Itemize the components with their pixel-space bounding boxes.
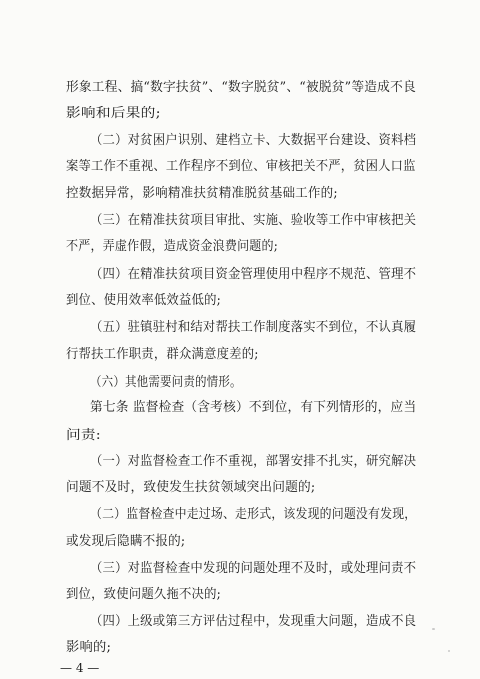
text-line: 第七条 监督检查（含考核）不到位，有下列情形的，应当	[90, 400, 417, 415]
text-line: 到位，致使问题久拖不决的;	[66, 587, 221, 602]
text-line: 问责:	[66, 428, 101, 443]
text-line: （三）对监督检查中发现的问题处理不及时，或处理问责不	[90, 561, 417, 576]
text-line: 形象工程、搞“数字扶贫”、“数字脱贫”、“被脱贫”等造成不良	[66, 80, 416, 95]
text-line: （二）对贫困户识别、建档立卡、大数据平台建设、资料档	[90, 133, 417, 148]
text-line: 或发现后隐瞒不报的;	[66, 534, 186, 549]
text-line: 控数据异常，影响精准扶贫精准脱贫基础工作的;	[66, 186, 338, 201]
text-line: （五）驻镇驻村和结对帮扶工作制度落实不到位，不认真履	[90, 320, 417, 335]
text-line: 到位、使用效率低效益低的;	[66, 293, 221, 308]
scan-speck	[448, 650, 450, 652]
text-line: （四）上级或第三方评估过程中，发现重大问题，造成不良	[90, 614, 417, 629]
text-line: 问题不及时，致使发生扶贫领域突出问题的;	[66, 480, 316, 495]
text-line: （四）在精准扶贫项目资金管理使用中程序不规范、管理不	[90, 267, 417, 282]
text-line: （一）对监督检查工作不重视，部署安排不扎实，研究解决	[90, 454, 417, 469]
text-line: 案等工作不重视、工作程序不到位、审核把关不严，贫困人口监	[66, 159, 416, 174]
text-line: （六）其他需要问责的情形。	[90, 375, 242, 390]
text-line: 影响的;	[66, 640, 112, 655]
page-number: — 4 —	[60, 661, 100, 675]
text-line: （二）监督检查中走过场、走形式，该发现的问题没有发现，	[90, 507, 417, 522]
text-line: 影响和后果的;	[66, 106, 161, 121]
scan-speck	[432, 628, 435, 630]
text-line: 不严，弄虚作假，造成资金浪费问题的;	[66, 239, 278, 254]
text-line: （三）在精准扶贫项目审批、实施、验收等工作中审核把关	[90, 213, 417, 228]
text-line: 行帮扶工作职责，群众满意度差的;	[66, 347, 259, 362]
